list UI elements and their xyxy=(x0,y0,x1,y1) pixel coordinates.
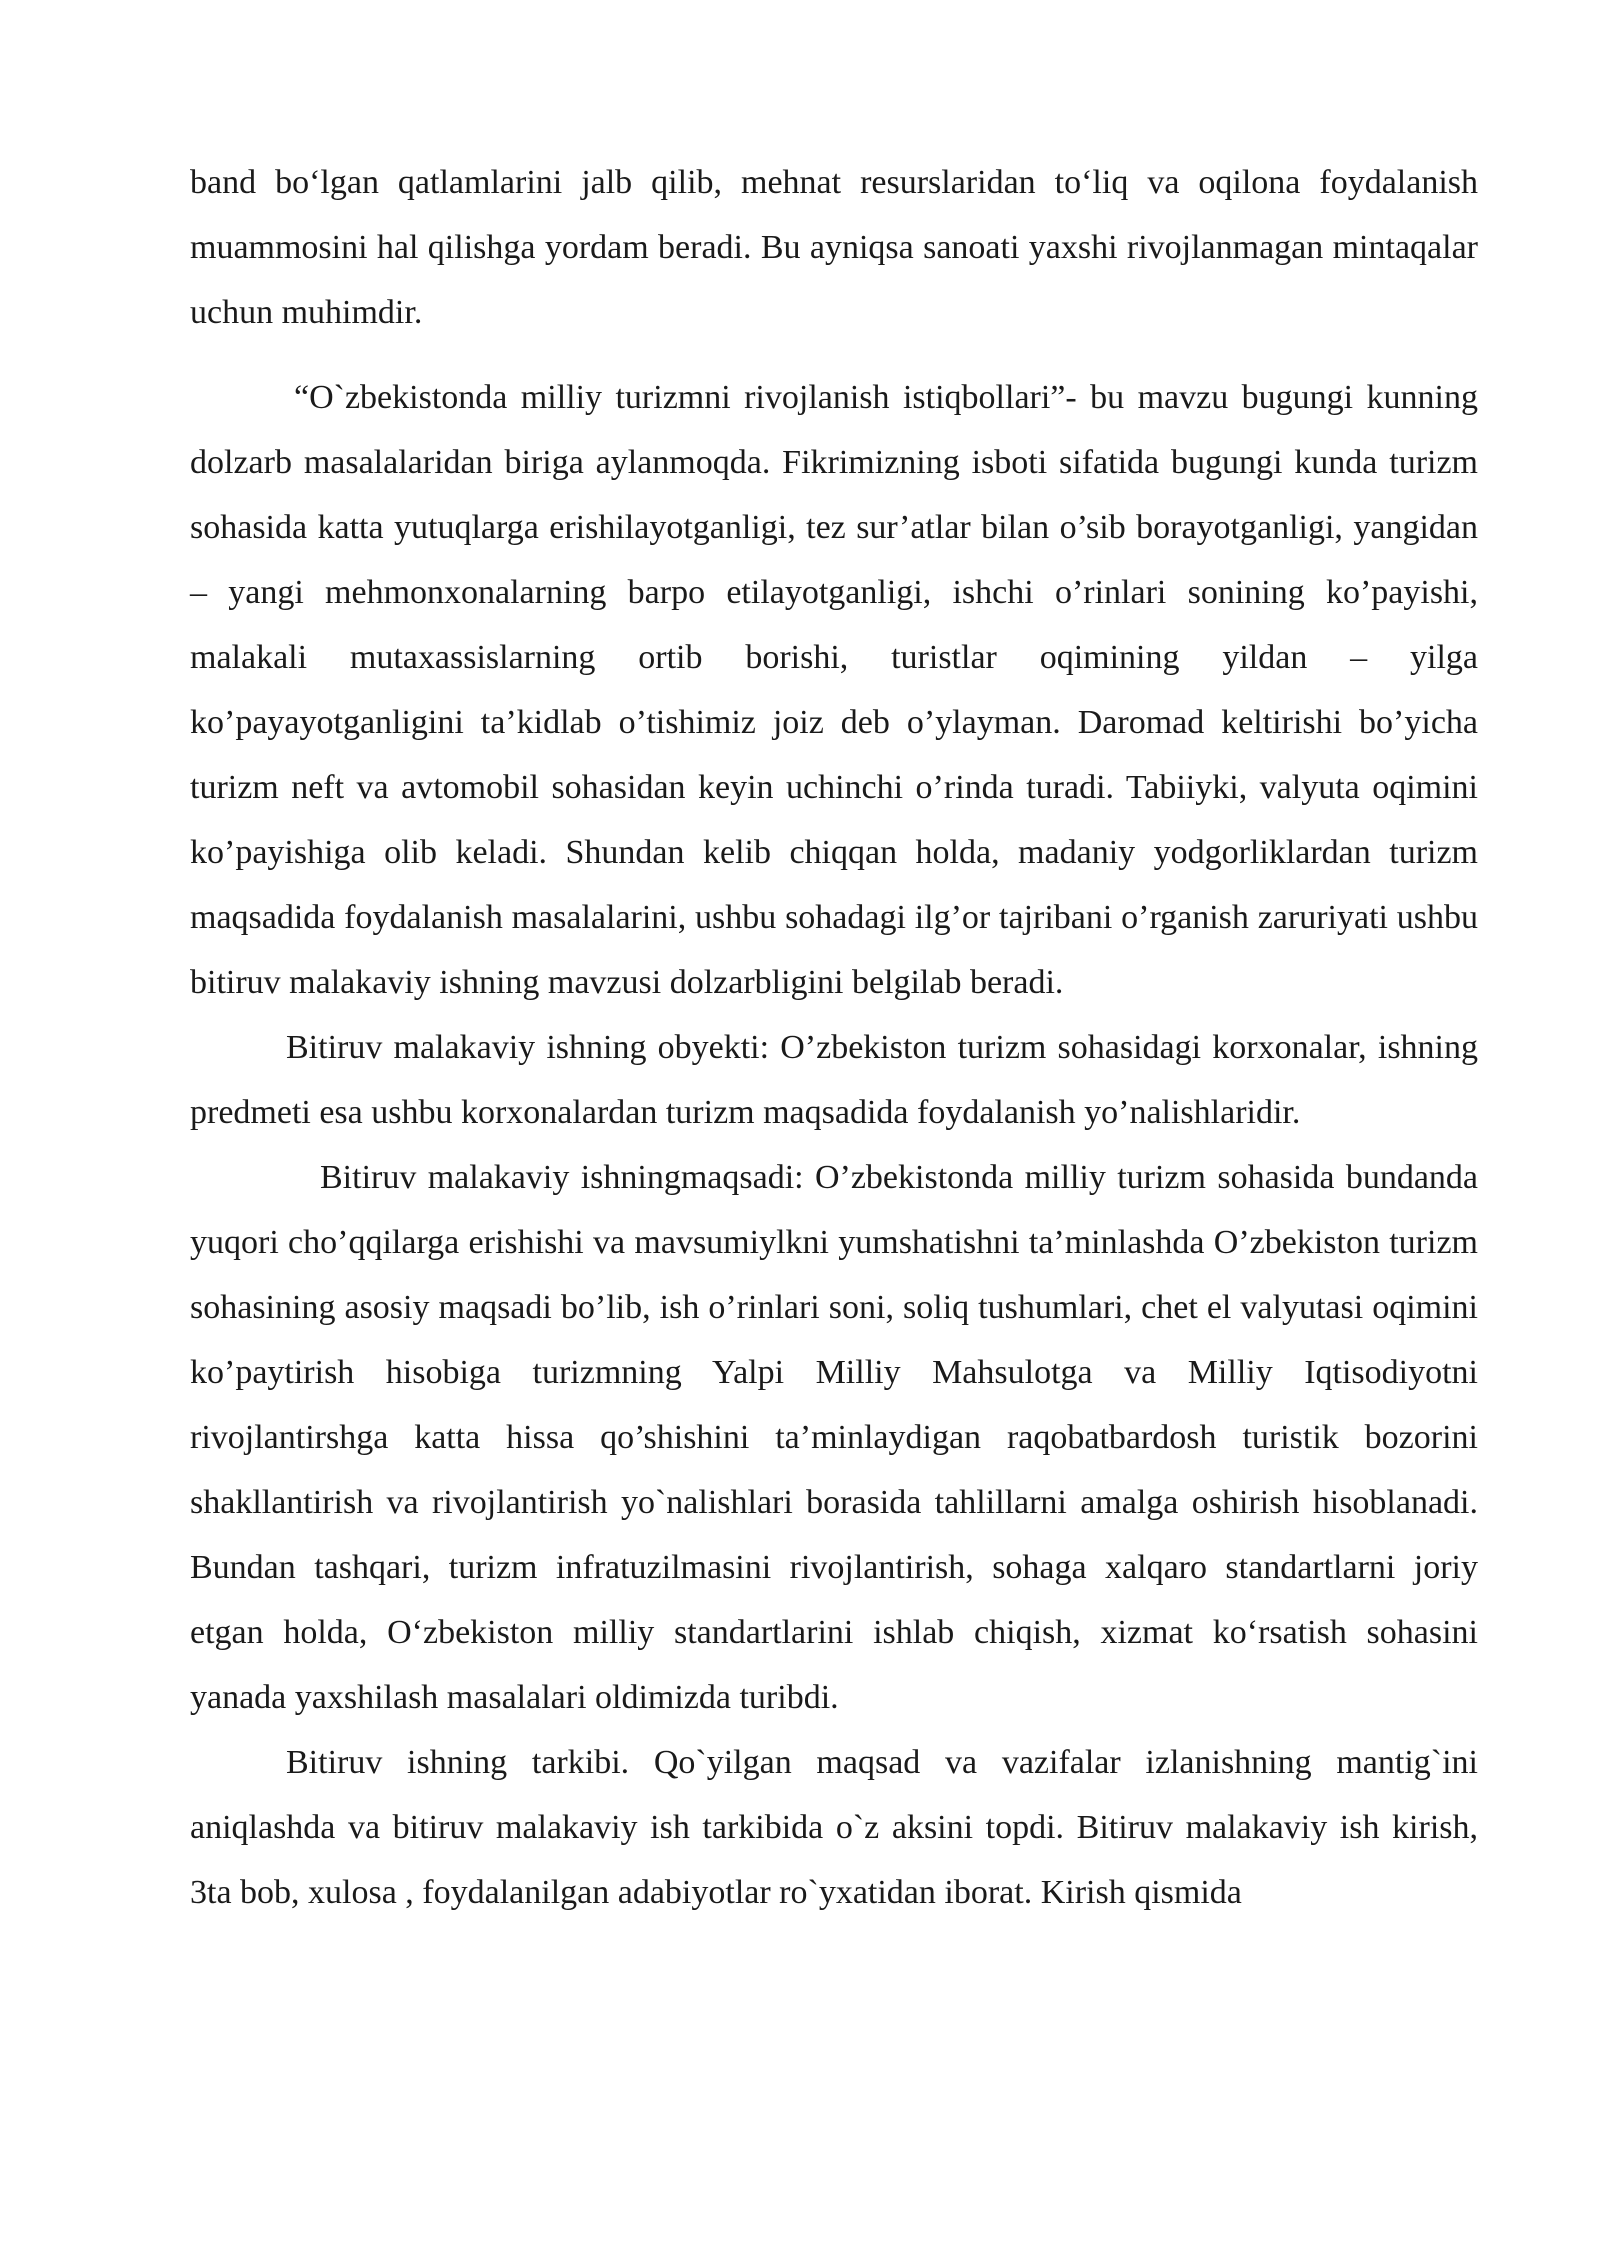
document-page xyxy=(190,150,1478,1925)
paragraph-1: band bo‘lgan qatlamlarini jalb qilib, mehnat resurslaridan to‘liq va oqilona foydalanish muammosini hal qilishga yordam beradi. Bu ayniqsa sanoati yaxshi rivojlanmagan mintaqalar uchun muhimdir. xyxy=(190,164,1478,331)
paragraph-2: “O`zbekistonda milliy turizmni rivojlanish istiqbollari”- bu mavzu bugungi kunning dolzarb masalalaridan biriga aylanmoqda. Fikrimizning isboti sifatida bugungi kunda turizm sohasida katta yutuqlarga erishilayotganligi, tez sur’atlar bilan o’sib borayotganligi, yangidan – yangi mehmonxonalarning barpo etilayotganligi, ishchi o’rinlari sonining ko’payishi, malakali mutaxassislarning ortib borishi, turistlar oqimining yildan – yilga ko’payayotganligini ta’kidlab o’tishimiz joiz deb o’ylayman. Daromad keltirishi bo’yicha turizm neft va avtomobil sohasidan keyin uchinchi o’rinda turadi. Tabiiyki, valyuta oqimini ko’payishiga olib keladi. Shundan kelib chiqqan holda, madaniy yodgorliklardan turizm maqsadida foydalanish masalalarini, ushbu sohadagi ilg’or tajribani o’rganish zaruriyati ushbu bitiruv malakaviy ishning mavzusi dolzarbligini belgilab beradi. xyxy=(190,379,1478,1001)
paragraph-5: Bitiruv ishning tarkibi. Qo`yilgan maqsad va vazifalar izlanishning mantig`ini aniqlashda va bitiruv malakaviy ish tarkibida o`z aksini topdi. Bitiruv malakaviy ish kirish, 3ta bob, xulosa , foydalanilgan adabiyotlar ro`yxatidan iborat. Kirish qismida xyxy=(190,1744,1478,1911)
paragraph-4: Bitiruv malakaviy ishningmaqsadi: O’zbekistonda milliy turizm sohasida bundanda yuqori cho’qqilarga erishishi va mavsumiylkni yumshatishni ta’minlashda O’zbekiston turizm sohasining asosiy maqsadi bo’lib, ish o’rinlari soni, soliq tushumlari, chet el valyutasi oqimini ko’paytirish hisobiga turizmning Yalpi Milliy Mahsulotga va Milliy Iqtisodiyotni rivojlantirshga katta hissa qo’shishini ta’minlaydigan raqobatbardosh turistik bozorini shakllantirish va rivojlantirish yo`nalishlari borasida tahlillarni amalga oshirish hisoblanadi. Bundan tashqari, turizm infratuzilmasini rivojlantirish, sohaga xalqaro standartlarni joriy etgan holda, O‘zbekiston milliy standartlarini ishlab chiqish, xizmat ko‘rsatish sohasini yanada yaxshilash masalalari oldimizda turibdi. xyxy=(190,1159,1478,1716)
paragraph-3: Bitiruv malakaviy ishning obyekti: O’zbekiston turizm sohasidagi korxonalar, ishning predmeti esa ushbu korxonalardan turizm maqsadida foydalanish yo’nalishlaridir. xyxy=(190,1029,1478,1131)
